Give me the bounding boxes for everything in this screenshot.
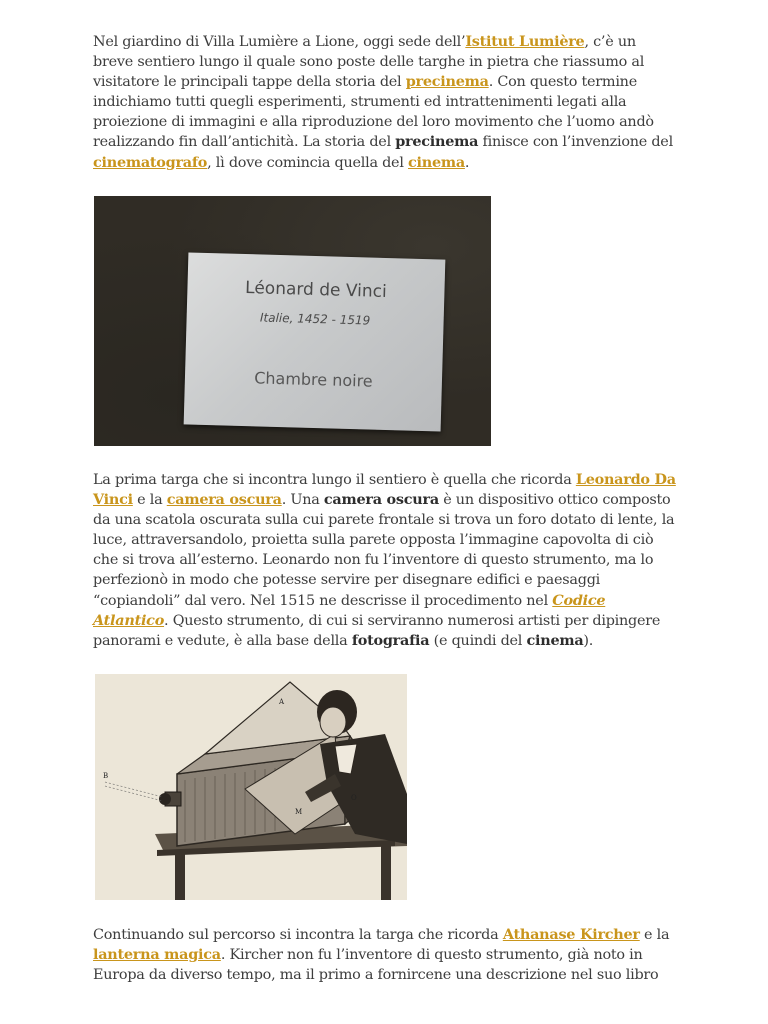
text-run: . Questo strumento, di cui si serviranno numerosi artisti per dipingere panorami e vedute, è alla base della — [93, 612, 661, 649]
stone-plaque — [184, 252, 446, 431]
link-precinema[interactable]: precinema — [405, 73, 489, 91]
bold-camera-oscura: camera oscura — [323, 491, 439, 509]
engraving-label-b: B — [103, 772, 109, 780]
text-run: finisce con l’invenzione del — [478, 134, 673, 151]
text-run: e la — [639, 927, 670, 943]
text-run: (e quindi del — [429, 632, 527, 649]
kircher-paragraph — [93, 925, 678, 985]
text-run: Nel giardino di Villa Lumière a Lione, oggi sede dell’ — [93, 34, 466, 50]
text-run: . Con questo termine indichiamo tutti quegli esperimenti, strumenti ed intrattenimenti legati alla proiezione di immagini e alla riproduzione del loro movimento che l’uomo andò realizzando fin dall’antichità. La storia del — [93, 74, 654, 151]
bold-fotografia: fotografia — [351, 631, 430, 649]
link-cinema[interactable]: cinema — [408, 153, 465, 171]
camera-obscura-engraving — [95, 674, 407, 900]
bold-precinema: precinema — [395, 133, 479, 151]
text-run: , lì dove comincia quella del — [207, 154, 408, 171]
engraving-drawing — [95, 674, 407, 900]
link-athanase-kircher[interactable]: Athanase Kircher — [502, 926, 640, 943]
text-run: ). — [583, 632, 594, 649]
engraving-label-a: A — [279, 698, 285, 706]
plaque-name: Léonard de Vinci — [244, 278, 388, 302]
link-camera-oscura[interactable]: camera oscura — [166, 491, 282, 509]
text-run: e la — [132, 492, 167, 509]
link-codice-atlantico[interactable]: Codice Atlantico — [93, 591, 606, 629]
link-leonardo-da-vinci[interactable]: Leonardo Da Vinci — [93, 471, 676, 509]
link-cinematografo[interactable]: cinematografo — [93, 153, 208, 171]
text-run: . Kircher non fu l’inventore di questo strumento, già noto in Europa da diverso tempo, ma il primo a fornircene una descrizione nel suo libro — [93, 947, 659, 984]
link-istitut-lumiere[interactable]: Istitut Lumière — [465, 33, 585, 50]
text-run: La prima targa che si incontra lungo il sentiero è quella che ricorda — [93, 472, 576, 488]
plaque-photo — [94, 196, 491, 446]
plaque-dates: Italie, 1452 - 1519 — [259, 310, 371, 328]
text-run: . — [464, 154, 470, 171]
text-run: Continuando sul percorso si incontra la targa che ricorda — [93, 927, 503, 943]
plaque-subtitle: Chambre noire — [253, 368, 373, 391]
engraving-label-o: O — [351, 794, 357, 802]
text-run: . Una — [281, 492, 324, 509]
intro-paragraph — [93, 32, 678, 173]
text-run: è un dispositivo ottico composto da una scatola oscurata sulla cui parete frontale si trova un foro dotato di lente, la luce, attraversandolo, proietta sulla parete opposta l’immagine capovolta di ciò che si trova all’esterno. Leonardo non fu l’inventore di questo strumento, ma lo perfezionò in modo che potesse servire per disegnare edifici e paesaggi “copiandoli” dal vero. Nel 1515 ne descrisse il procedimento nel — [93, 492, 675, 609]
leonardo-paragraph — [93, 470, 678, 651]
text-run: , c’è un breve sentiero lungo il quale sono poste delle targhe in pietra che riassumo al visitatore le principali tappe della storia del — [93, 34, 645, 91]
engraving-label-m: M — [295, 808, 303, 816]
link-lanterna-magica[interactable]: lanterna magica — [93, 946, 221, 964]
bold-cinema: cinema — [526, 631, 584, 649]
